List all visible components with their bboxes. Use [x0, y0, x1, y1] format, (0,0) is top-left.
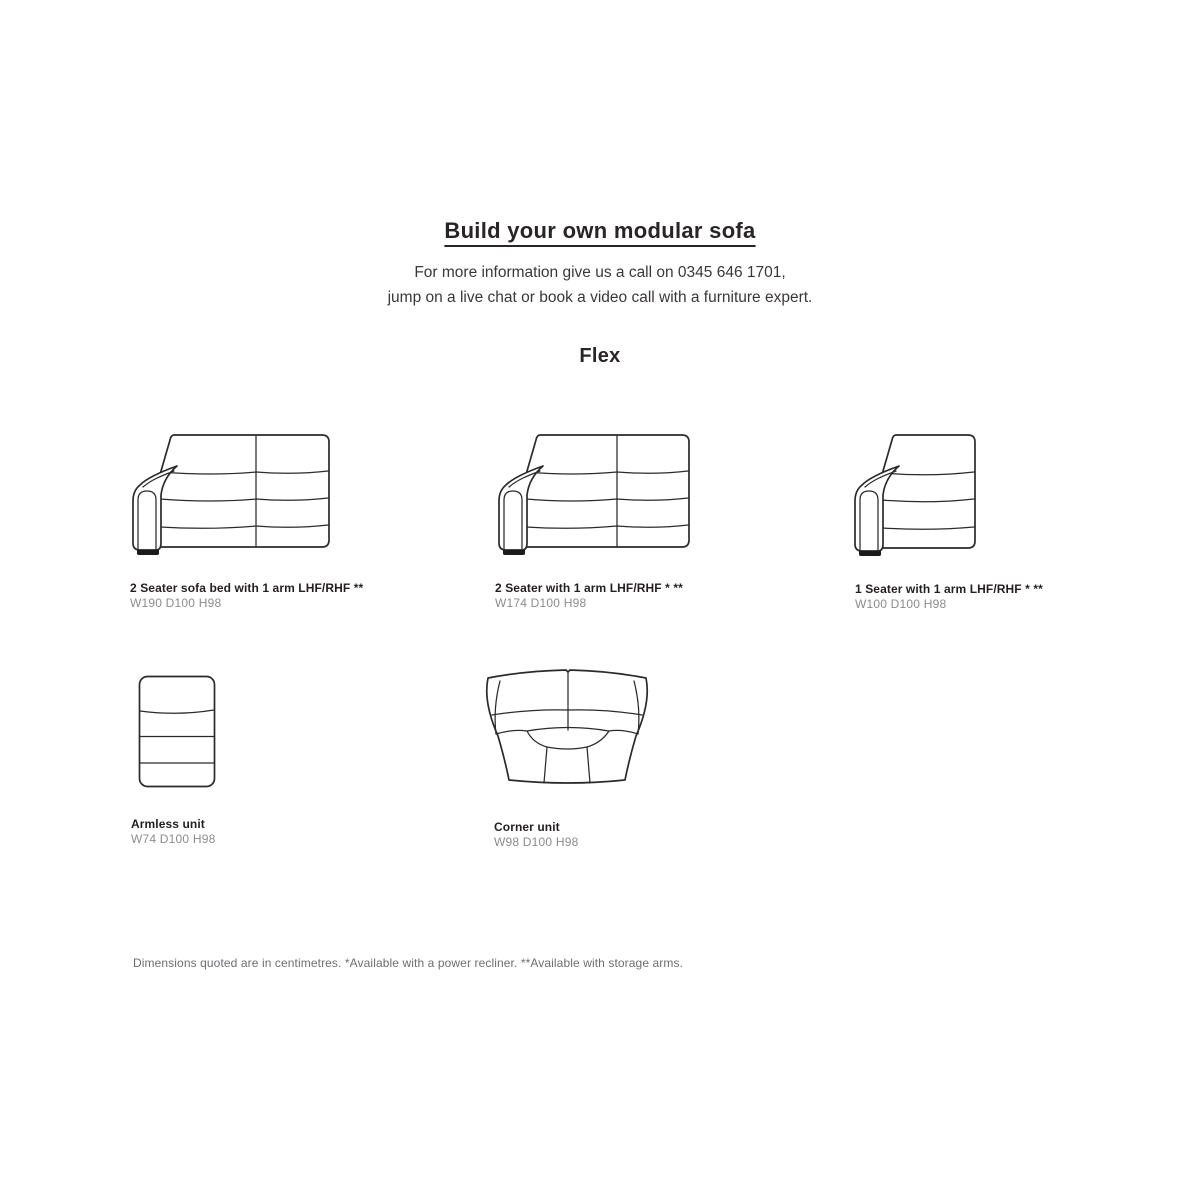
- range-name-heading: Flex: [579, 345, 621, 367]
- subtitle: [0, 260, 1200, 310]
- unit-dimensions: W98 D100 H98: [494, 835, 579, 849]
- unit-label: [494, 820, 578, 850]
- corner-unit-drawing: [482, 668, 652, 790]
- sofa-foot: [859, 551, 881, 556]
- one-seater-drawing: [852, 432, 978, 558]
- subtitle-line-2: jump on a live chat or book a video call with a furniture expert.: [387, 289, 813, 306]
- unit-name: 1 Seater with 1 arm LHF/RHF * **: [855, 582, 1043, 596]
- two-seater-drawing: [496, 432, 692, 556]
- sofa-foot: [503, 550, 525, 555]
- unit-label: [495, 581, 683, 611]
- two-seater-sofa-bed-drawing: [130, 432, 332, 556]
- unit-name: 2 Seater sofa bed with 1 arm LHF/RHF **: [130, 581, 364, 595]
- unit-dimensions: W174 D100 H98: [495, 596, 587, 610]
- unit-label: [131, 817, 215, 847]
- page-title-text: Build your own modular sofa: [444, 218, 756, 243]
- unit-label: [855, 582, 1043, 612]
- armless-unit-drawing: [137, 674, 217, 789]
- unit-name: Armless unit: [131, 817, 205, 831]
- unit-label: [130, 581, 363, 611]
- unit-dimensions: W190 D100 H98: [130, 596, 222, 610]
- subtitle-line-1: For more information give us a call on 0345 646 1701,: [414, 264, 786, 281]
- unit-name: 2 Seater with 1 arm LHF/RHF * **: [495, 581, 683, 595]
- unit-dimensions: W100 D100 H98: [855, 597, 947, 611]
- page-title: [0, 218, 1200, 244]
- sofa-foot: [137, 550, 159, 555]
- footnote: Dimensions quoted are in centimetres. *Available with a power recliner. **Available with storage arms.: [133, 956, 684, 970]
- unit-dimensions: W74 D100 H98: [131, 832, 216, 846]
- unit-name: Corner unit: [494, 820, 560, 834]
